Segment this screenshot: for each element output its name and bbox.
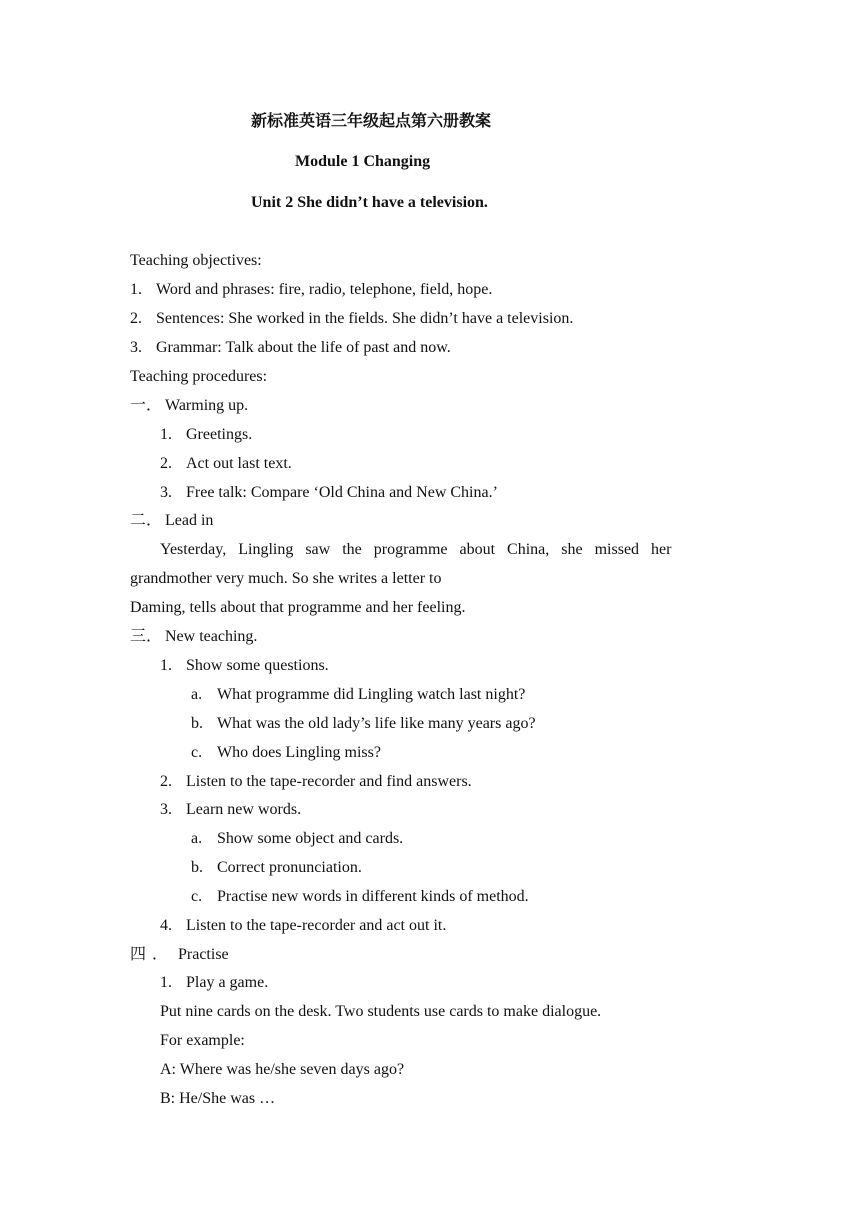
- sub-item-text: What was the old lady’s life like many years ago?: [217, 715, 536, 732]
- objective-number: 2.: [130, 310, 142, 327]
- item-text: Act out last text.: [186, 455, 292, 472]
- item-number: 2.: [160, 455, 172, 472]
- item-number: 1.: [160, 974, 172, 991]
- item-text: Show some questions.: [186, 657, 329, 674]
- module-title: Module 1 Changing: [295, 153, 431, 170]
- item-number: 1.: [160, 426, 172, 443]
- section-separator: ．: [152, 946, 169, 963]
- item-number: 2.: [160, 773, 172, 790]
- section-number: 三．: [130, 628, 163, 645]
- lead-in-paragraph-line: Daming, tells about that programme and her feeling.: [130, 599, 466, 616]
- dialogue-line-b: B: He/She was …: [160, 1090, 276, 1107]
- item-text: Play a game.: [186, 974, 269, 991]
- item-text: Free talk: Compare ‘Old China and New China.’: [186, 484, 498, 501]
- section-number: 四: [130, 946, 147, 963]
- sub-list-item: [191, 829, 403, 849]
- item-text: Listen to the tape-recorder and find answers.: [186, 773, 472, 790]
- sub-item-letter: a.: [191, 686, 203, 703]
- list-item: [160, 656, 329, 676]
- sub-list-item: [191, 714, 536, 734]
- procedures-heading: Teaching procedures:: [130, 368, 268, 385]
- list-item: [160, 800, 301, 820]
- sub-item-letter: c.: [191, 888, 203, 905]
- item-text: Greetings.: [186, 426, 253, 443]
- sub-item-letter: c.: [191, 744, 203, 761]
- sub-list-item: [191, 858, 362, 878]
- objective-text: Sentences: She worked in the fields. She didn’t have a television.: [156, 310, 574, 327]
- sub-item-letter: b.: [191, 859, 203, 876]
- item-text: Learn new words.: [186, 801, 302, 818]
- item-text: Listen to the tape-recorder and act out it.: [186, 917, 447, 934]
- list-item: [160, 483, 498, 503]
- dialogue-line-a: A: Where was he/she seven days ago?: [160, 1061, 405, 1078]
- list-item: [160, 973, 268, 993]
- list-item: [160, 772, 472, 792]
- sub-item-text: Show some object and cards.: [217, 830, 404, 847]
- section-title: New teaching.: [165, 628, 258, 645]
- lead-in-paragraph-line: grandmother very much. So she writes a letter to: [130, 570, 442, 587]
- sub-list-item: [191, 887, 529, 907]
- list-item: [160, 425, 252, 445]
- practise-text-line: For example:: [160, 1032, 245, 1049]
- sub-item-letter: a.: [191, 830, 203, 847]
- sub-item-text: Practise new words in different kinds of method.: [217, 888, 529, 905]
- objective-number: 3.: [130, 339, 142, 356]
- objective-text: Word and phrases: fire, radio, telephone, field, hope.: [156, 281, 493, 298]
- section-heading-warming-up: [130, 396, 248, 416]
- list-item: [160, 454, 292, 474]
- sub-list-item: [191, 685, 525, 705]
- practise-text-line: Put nine cards on the desk. Two students use cards to make dialogue.: [160, 1003, 602, 1020]
- item-number: 4.: [160, 917, 172, 934]
- section-heading-new-teaching: [130, 627, 257, 647]
- objective-item: [130, 309, 573, 329]
- item-number: 3.: [160, 484, 172, 501]
- sub-item-text: Who does Lingling miss?: [217, 744, 381, 761]
- section-number: 一．: [130, 397, 163, 414]
- list-item: [160, 916, 446, 936]
- section-number: 二．: [130, 512, 163, 529]
- section-heading-lead-in: [130, 511, 213, 531]
- section-title: Warming up.: [165, 397, 249, 414]
- objective-item: [130, 280, 492, 300]
- item-number: 1.: [160, 657, 172, 674]
- objective-text: Grammar: Talk about the life of past and now.: [156, 339, 451, 356]
- sub-item-text: What programme did Lingling watch last night?: [217, 686, 526, 703]
- objective-item: [130, 338, 451, 358]
- item-number: 3.: [160, 801, 172, 818]
- sub-list-item: [191, 743, 381, 763]
- unit-title: Unit 2 She didn’t have a television.: [251, 194, 488, 211]
- sub-item-letter: b.: [191, 715, 203, 732]
- section-title: Practise: [178, 946, 229, 963]
- objectives-heading: Teaching objectives:: [130, 252, 262, 269]
- sub-item-text: Correct pronunciation.: [217, 859, 362, 876]
- chinese-title: 新标准英语三年级起点第六册教案: [251, 113, 492, 130]
- section-heading-practise: [130, 945, 229, 965]
- section-title: Lead in: [165, 512, 214, 529]
- lead-in-paragraph-line: Yesterday, Lingling saw the programme about China, she missed her: [160, 541, 672, 558]
- objective-number: 1.: [130, 281, 142, 298]
